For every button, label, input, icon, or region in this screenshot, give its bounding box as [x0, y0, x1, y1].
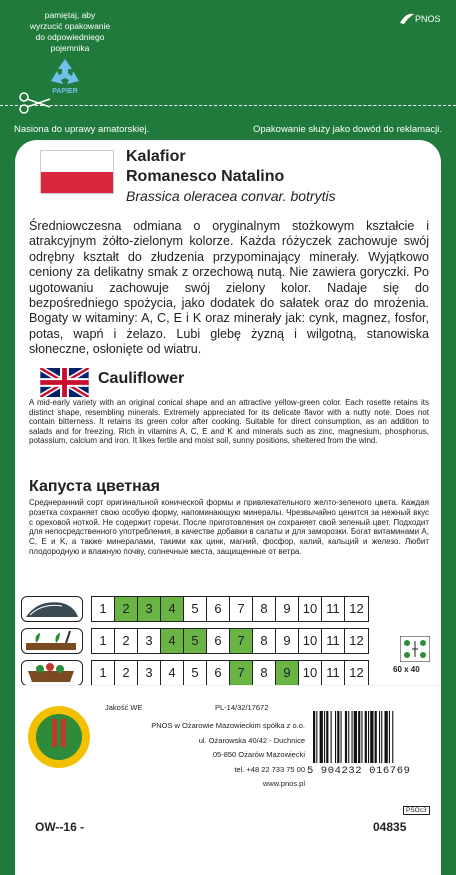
address-line: ul. Ożarowska 40/42 - Duchnice — [198, 735, 305, 745]
product-variety: Romanesco Natalino — [126, 168, 285, 185]
month-cell: 5 — [184, 661, 207, 685]
month-cell: 3 — [138, 661, 161, 685]
month-cell: 10 — [299, 661, 322, 685]
address-line: 05-850 Ożarów Mazowiecki — [212, 750, 305, 759]
month-cells — [91, 596, 369, 622]
month-cell: 4 — [161, 629, 184, 653]
russian-title: Капуста цветная — [29, 478, 160, 495]
bin-label: PAPIER — [52, 88, 78, 95]
planting-icon — [21, 628, 83, 654]
month-cell: 11 — [322, 629, 345, 653]
month-cell: 12 — [349, 601, 364, 616]
product-code: 04835 — [373, 820, 407, 834]
complaint-note: Opakowanie służy jako dowód do reklamacji. — [252, 124, 442, 135]
plant-spacing-icon — [400, 636, 430, 662]
month-cell: 6 — [207, 629, 230, 653]
month-cell: 9 — [276, 597, 299, 621]
month-cell: 4 — [161, 661, 184, 685]
month-cell: 3 — [138, 629, 161, 653]
month-cell: 10 — [299, 629, 322, 653]
polish-flag-icon — [40, 150, 114, 194]
pnos-logo-icon — [398, 10, 442, 26]
barcode-number: 5 904232 016769 — [307, 765, 411, 777]
divider — [15, 685, 441, 686]
month-cell: 5 — [184, 597, 207, 621]
month-cells — [91, 660, 369, 686]
uk-flag-icon — [40, 368, 89, 397]
month-cell: 5 — [184, 629, 207, 653]
month-cell: 11 — [322, 597, 345, 621]
seed-packet-card — [15, 140, 441, 875]
month-cell: 10 — [299, 597, 322, 621]
month-cell: 8 — [253, 597, 276, 621]
product-title: Kalafior — [126, 148, 186, 165]
month-cell: 7 — [230, 597, 253, 621]
recycle-line: do odpowiedniego — [35, 32, 105, 42]
month-cell: 11 — [322, 661, 345, 685]
recycle-line: wyrzucić opakowanie — [29, 21, 111, 31]
quality-mark: Jakość WE — [105, 703, 143, 712]
spacing-value: 60 x 40 — [393, 665, 420, 674]
english-description: A mid-early variety with an original conical shape and an attractive yellow-green color. Each rosette retains its distinct shape, resembling minerals. Extremely appreciated for its delicate flavor with a nutty note. Does not contain bitterness. It retains its green color after cooking. Suitable for direct consumption, as an addition to salads and for freezing. Rich in vitamins A, C, E and K and minerals such as zinc, magnesium, phosphorus, potassium, calcium and iron. It likes fertile and moist soil, sunny positions, sheltered from the wind. — [29, 398, 429, 445]
month-cell: 8 — [253, 661, 276, 685]
month-cell: 9 — [276, 661, 299, 685]
pso-mark: PSOc3 — [403, 806, 430, 815]
month-cell: 2 — [115, 597, 138, 621]
month-cell: 9 — [276, 629, 299, 653]
harvest-basket-icon — [21, 660, 83, 686]
greenhouse-icon — [21, 596, 83, 622]
month-cell: 8 — [253, 629, 276, 653]
scissors-icon — [18, 92, 52, 114]
cut-line — [0, 105, 456, 106]
lot-number: OW--16 - — [35, 820, 85, 834]
address-line: tel. +48 22 733 75 00 — [234, 764, 305, 774]
month-cell: 2 — [115, 661, 138, 685]
producer-logo-icon — [27, 705, 91, 769]
recycle-note — [0, 10, 140, 54]
month-cell: 1 — [92, 597, 115, 621]
top-panel — [0, 0, 456, 150]
info-strip — [0, 121, 456, 139]
recycle-line: pojemnika — [50, 43, 90, 53]
recycle-bin-icon — [45, 55, 85, 95]
month-cell: 7 — [230, 629, 253, 653]
polish-description: Średniowczesna odmiana o oryginalnym stożkowym kształcie i atrakcyjnym żółto-zielonym kolorze. Każda różyczek zachowuje swój odrębny kształt do złudzenia przypominający minerały. Wyjątkowo ceniony za delikatny smak z orzechową nutą. Nie zawiera goryczki. Po ugotowaniu zachowuje swój zielony kolor. Nadaje się do bezpośredniego spożycia, jako dodatek do sałatek oraz do mrożenia. Bogaty w witaminy: A, C, E i K oraz minerały jak: cynk, magnez, fosfor, potas, wapń i żelazo. Lubi glebę żyzną i wilgotną, stanowiska słoneczne, osłonięte od wiatru. — [29, 219, 429, 357]
month-cell: 12 — [349, 665, 364, 680]
russian-description: Среднеранний сорт оригинальной конической формы и привлекательного желто-зеленого цвета. Каждая розетка сохраняет свою особую форму, напоминающую минералы. Чрезвычайно ценится за нежный вкус с ореховой ноткой. Не содержит горечи. После приготовления он сохраняет свой зеленый цвет. Подходит для непосредственного употребления, в качестве добавки в салаты и для заморозки. Богат витаминами A, C, E и K, а также минералами, такими как цинк, магний, фосфор, калий, кальций и железо. Любит плодородную и влажную почву, солнечные места, защищенные от ветра. — [29, 498, 429, 556]
month-cell: 1 — [92, 661, 115, 685]
latin-name: Brassica oleracea convar. botrytis — [126, 188, 336, 204]
month-cell: 12 — [349, 633, 364, 648]
english-title: Cauliflower — [98, 370, 185, 387]
website: www.pnos.pl — [262, 779, 305, 788]
month-cell: 7 — [230, 661, 253, 685]
amateur-note: Nasiona do uprawy amatorskiej. — [14, 124, 150, 135]
month-cell: 2 — [115, 629, 138, 653]
month-cell: 6 — [207, 661, 230, 685]
brand-mark: PNOS — [415, 14, 441, 24]
month-cell: 1 — [92, 629, 115, 653]
recycle-line: pamiętaj, aby — [44, 10, 96, 20]
permit-number: PL-14/32/17672 — [215, 703, 269, 712]
producer-address — [105, 719, 305, 792]
barcode — [313, 711, 427, 763]
month-cell: 6 — [207, 597, 230, 621]
month-cells — [91, 628, 369, 654]
address-line: PNOS w Ożarowie Mazowieckim spółka z o.o. — [151, 721, 305, 730]
month-cell: 4 — [161, 597, 184, 621]
month-cell: 3 — [138, 597, 161, 621]
